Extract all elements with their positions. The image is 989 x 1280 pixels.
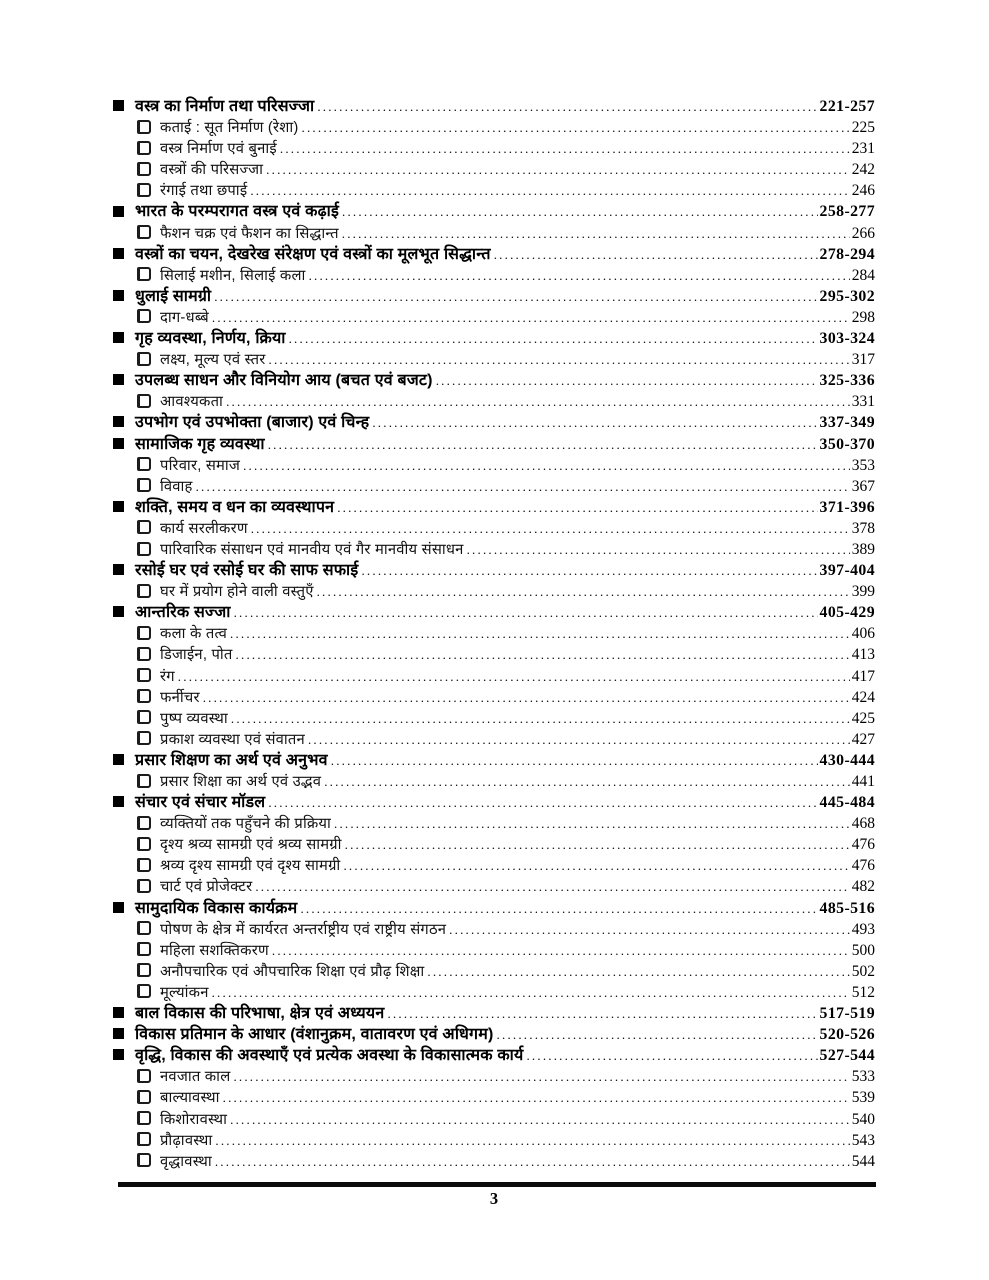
toc-entry-title: कला के तत्व (160, 626, 227, 643)
toc-entry-title: पोषण के क्षेत्र में कार्यरत अन्तर्राष्ट्रीय एवं राष्ट्रीय संगठन (160, 921, 447, 938)
toc-entry-pages: 406 (851, 625, 875, 643)
toc-entry (113, 813, 875, 834)
toc-entry-pages: 482 (851, 878, 875, 896)
dot-leader (272, 940, 850, 961)
toc-entry-pages: 544 (851, 1152, 875, 1170)
open-square-bullet-icon (137, 626, 151, 640)
toc-entry-title: वृद्धि, विकास की अवस्थाएँ एवं प्रत्येक अवस्था के विकासात्मक कार्य (135, 1047, 524, 1065)
dot-leader (343, 855, 849, 876)
toc-entry-pages: 441 (851, 773, 875, 790)
open-square-bullet-icon (137, 352, 151, 366)
toc-entry-pages: 221-257 (819, 98, 875, 115)
dot-leader (230, 1109, 850, 1130)
dot-leader (289, 328, 818, 349)
dot-leader (280, 138, 850, 159)
toc-entry-title: वस्त्र निर्माण एवं बुनाई (160, 141, 277, 158)
dot-leader (255, 876, 849, 897)
toc-entry-title: फैशन चक्र एवं फैशन का सिद्धान्त (160, 225, 339, 242)
dot-leader (223, 1087, 850, 1108)
dot-leader (337, 497, 817, 518)
filled-square-bullet-icon (113, 1028, 124, 1039)
toc-entry-pages: 350-370 (819, 435, 875, 453)
filled-square-bullet-icon (113, 374, 124, 385)
page-number: 3 (489, 1189, 499, 1208)
toc-entry (113, 434, 875, 455)
open-square-bullet-icon (137, 963, 151, 977)
toc-entry-title: पारिवारिक संसाधन एवं मानवीय एवं गैर मानवीय संसाधन (160, 541, 464, 558)
toc-entry (113, 1109, 875, 1130)
toc-entry-title: उपभोग एवं उपभोक्ता (बाजार) एवं चिन्ह (135, 414, 370, 432)
toc-entry (113, 792, 875, 813)
toc-entry (113, 982, 875, 1003)
toc-entry-title: विकास प्रतिमान के आधार (वंशानुक्रम, वातावरण एवं अधिगम) (135, 1026, 494, 1044)
toc-entry (113, 623, 875, 644)
footer-rule (118, 1182, 876, 1187)
open-square-bullet-icon (137, 668, 151, 682)
toc-entry-pages: 246 (851, 182, 875, 200)
open-square-bullet-icon (137, 225, 151, 239)
dot-leader (178, 666, 850, 687)
toc-entry (113, 940, 875, 961)
toc-entry-pages: 298 (851, 308, 875, 326)
toc-entry (113, 96, 875, 117)
toc-entry-pages: 317 (851, 351, 875, 369)
toc-entry-title: घर में प्रयोग होने वाली वस्तुएँ (160, 584, 314, 601)
toc-entry-title: वस्त्रों का चयन, देखरेख संरेक्षण एवं वस्त्रों का मूलभूत सिद्धान्त (135, 245, 491, 263)
toc-entry-title: सामाजिक गृह व्यवस्था (135, 435, 265, 453)
toc-entry (113, 1130, 875, 1151)
toc-entry-pages: 533 (851, 1068, 875, 1086)
open-square-bullet-icon (137, 1090, 151, 1104)
toc-entry (113, 666, 875, 687)
toc-entry (113, 1045, 875, 1066)
toc-entry (113, 286, 875, 307)
toc-entry (113, 244, 875, 265)
table-of-contents (113, 96, 875, 1172)
toc-entry (113, 898, 875, 919)
toc-entry-title: फर्नीचर (160, 689, 200, 706)
toc-entry (113, 876, 875, 897)
toc-entry-pages: 242 (851, 161, 875, 179)
toc-entry (113, 1151, 875, 1172)
open-square-bullet-icon (137, 921, 151, 935)
toc-entry-title: शक्ति, समय व धन का व्यवस्थापन (135, 498, 335, 516)
toc-entry-pages: 500 (851, 941, 875, 959)
toc-entry-title: सामुदायिक विकास कार्यक्रम (135, 899, 298, 917)
toc-entry-title: संचार एवं संचार मॉडल (135, 794, 266, 812)
dot-leader (233, 1066, 849, 1087)
toc-entry (113, 708, 875, 729)
toc-entry-title: श्रव्य दृश्य सामग्री एवं दृश्य सामग्री (160, 858, 341, 875)
toc-entry-pages: 258-277 (819, 203, 875, 221)
toc-entry (113, 750, 875, 771)
open-square-bullet-icon (137, 457, 151, 471)
toc-entry-pages: 512 (851, 983, 875, 1001)
filled-square-bullet-icon (113, 1007, 124, 1018)
toc-entry-pages: 517-519 (819, 1005, 875, 1023)
toc-entry-pages: 417 (851, 667, 875, 685)
toc-entry-pages: 337-349 (819, 414, 875, 432)
toc-entry-pages: 476 (851, 836, 875, 854)
toc-entry (113, 476, 875, 497)
open-square-bullet-icon (137, 816, 151, 830)
toc-entry-pages: 303-324 (819, 330, 875, 348)
dot-leader (212, 307, 850, 328)
filled-square-bullet-icon (113, 501, 124, 512)
toc-entry (113, 1024, 875, 1045)
dot-leader (372, 412, 817, 433)
toc-entry-title: विवाह (160, 478, 193, 495)
toc-entry-title: वृद्धावस्था (160, 1153, 212, 1170)
dot-leader (269, 349, 850, 370)
open-square-bullet-icon (137, 1153, 151, 1167)
toc-entry (113, 180, 875, 201)
toc-entry-title: आन्तरिक सज्जा (135, 604, 231, 622)
dot-leader (243, 455, 850, 476)
toc-entry-pages: 367 (851, 477, 875, 495)
toc-entry (113, 201, 875, 222)
dot-leader (250, 180, 849, 201)
toc-entry-title: भारत के परम्परागत वस्त्र एवं कढ़ाई (135, 203, 340, 221)
toc-entry-title: नवजात काल (160, 1069, 231, 1086)
toc-entry-pages: 493 (851, 920, 875, 938)
dot-leader (302, 117, 850, 138)
toc-entry-title: बाल विकास की परिभाषा, क्षेत्र एवं अध्ययन (135, 1005, 385, 1023)
filled-square-bullet-icon (113, 754, 124, 765)
toc-entry (113, 1003, 875, 1024)
dot-leader (214, 286, 817, 307)
open-square-bullet-icon (137, 394, 151, 408)
toc-entry-title: दाग-धब्बे (160, 309, 209, 326)
toc-entry-title: प्रसार शिक्षा का अर्थ एवं उद्भव (160, 774, 322, 790)
filled-square-bullet-icon (113, 416, 124, 427)
toc-entry (113, 581, 875, 602)
dot-leader (324, 771, 850, 792)
open-square-bullet-icon (137, 141, 151, 155)
dot-leader (331, 750, 818, 771)
toc-entry (113, 497, 875, 518)
toc-entry-title: आवश्यकता (160, 394, 224, 411)
filled-square-bullet-icon (113, 796, 124, 807)
toc-entry (113, 370, 875, 391)
dot-leader (342, 201, 818, 222)
open-square-bullet-icon (137, 1069, 151, 1083)
toc-entry-title: डिजाईन, पोत (160, 647, 233, 664)
filled-square-bullet-icon (113, 100, 124, 111)
toc-entry-title: गृह व्यवस्था, निर्णय, क्रिया (135, 330, 286, 348)
dot-leader (251, 518, 850, 539)
toc-entry-title: बाल्यावस्था (160, 1090, 220, 1107)
dot-leader (266, 159, 850, 180)
toc-entry (113, 687, 875, 708)
toc-entry-title: कार्य सरलीकरण (160, 520, 248, 537)
toc-entry-title: प्रकाश व्यवस्था एवं संवातन (160, 731, 305, 748)
toc-entry-pages: 520-526 (819, 1026, 875, 1044)
open-square-bullet-icon (137, 542, 151, 556)
toc-entry-title: वस्त्र का निर्माण तथा परिसज्जा (135, 98, 315, 115)
dot-leader (342, 223, 850, 244)
open-square-bullet-icon (137, 647, 151, 661)
toc-entry-pages: 430-444 (819, 751, 875, 769)
toc-entry (113, 539, 875, 560)
toc-entry (113, 602, 875, 623)
dot-leader (334, 813, 850, 834)
toc-entry (113, 834, 875, 855)
filled-square-bullet-icon (113, 206, 124, 217)
toc-entry-pages: 540 (851, 1110, 875, 1128)
open-square-bullet-icon (137, 183, 151, 197)
filled-square-bullet-icon (113, 1049, 124, 1060)
open-square-bullet-icon (137, 478, 151, 492)
toc-entry (113, 391, 875, 412)
open-square-bullet-icon (137, 731, 151, 745)
open-square-bullet-icon (137, 1132, 151, 1146)
toc-entry-pages: 225 (851, 119, 875, 137)
open-square-bullet-icon (137, 520, 151, 534)
toc-entry-title: रंग (160, 668, 175, 685)
toc-entry-pages: 295-302 (819, 287, 875, 305)
filled-square-bullet-icon (113, 438, 124, 449)
open-square-bullet-icon (137, 774, 151, 788)
toc-entry-pages: 405-429 (819, 604, 875, 622)
open-square-bullet-icon (137, 120, 151, 134)
dot-leader (449, 919, 850, 940)
dot-leader (268, 792, 817, 813)
dot-leader (467, 539, 850, 560)
open-square-bullet-icon (137, 309, 151, 323)
toc-entry-pages: 445-484 (819, 794, 875, 812)
toc-entry-pages: 266 (851, 224, 875, 242)
dot-leader (345, 834, 850, 855)
toc-entry-title: अनौपचारिक एवं औपचारिक शिक्षा एवं प्रौढ़ शिक्षा (160, 963, 425, 980)
open-square-bullet-icon (137, 858, 151, 872)
toc-entry-pages: 353 (851, 456, 875, 474)
toc-entry-title: प्रसार शिक्षण का अर्थ एवं अनुभव (135, 751, 328, 769)
toc-entry (113, 455, 875, 476)
dot-leader (427, 961, 849, 982)
dot-leader (268, 434, 818, 455)
dot-leader (436, 370, 818, 391)
toc-entry (113, 919, 875, 940)
toc-entry-pages: 325-336 (819, 372, 875, 390)
toc-entry-title: परिवार, समाज (160, 457, 241, 474)
toc-entry (113, 771, 875, 792)
dot-leader (526, 1045, 817, 1066)
toc-entry-pages: 424 (851, 688, 875, 706)
open-square-bullet-icon (137, 942, 151, 956)
dot-leader (361, 560, 817, 581)
open-square-bullet-icon (137, 584, 151, 598)
dot-leader (230, 623, 850, 644)
filled-square-bullet-icon (113, 606, 124, 617)
toc-entry-pages: 427 (851, 730, 875, 748)
toc-entry-pages: 284 (851, 266, 875, 284)
toc-entry-pages: 425 (851, 709, 875, 727)
dot-leader (236, 644, 850, 665)
toc-entry-title: लक्ष्य, मूल्य एवं स्तर (160, 352, 266, 369)
toc-entry-pages: 413 (851, 646, 875, 664)
open-square-bullet-icon (137, 689, 151, 703)
toc-entry (113, 349, 875, 370)
dot-leader (309, 265, 850, 286)
toc-entry-pages: 468 (851, 815, 875, 833)
open-square-bullet-icon (137, 879, 151, 893)
dot-leader (308, 729, 850, 750)
toc-entry (113, 138, 875, 159)
open-square-bullet-icon (137, 984, 151, 998)
toc-entry-title: सिलाई मशीन, सिलाई कला (160, 267, 306, 284)
toc-entry-pages: 476 (851, 857, 875, 875)
dot-leader (494, 244, 818, 265)
toc-entry (113, 265, 875, 286)
toc-entry-pages: 485-516 (819, 899, 875, 917)
dot-leader (231, 708, 850, 729)
open-square-bullet-icon (137, 837, 151, 851)
toc-entry-pages: 371-396 (819, 498, 875, 516)
toc-entry-pages: 378 (851, 519, 875, 537)
toc-entry-title: महिला सशक्तिकरण (160, 942, 269, 959)
toc-entry-title: मूल्यांकन (160, 984, 209, 1001)
toc-entry-pages: 399 (851, 583, 875, 601)
dot-leader (215, 1130, 849, 1151)
toc-entry-title: प्रौढ़ावस्था (160, 1132, 213, 1149)
toc-entry-pages: 527-544 (819, 1047, 875, 1065)
toc-entry-title: चार्ट एवं प्रोजेक्टर (160, 879, 253, 896)
dot-leader (317, 96, 817, 117)
toc-entry (113, 729, 875, 750)
filled-square-bullet-icon (113, 332, 124, 343)
open-square-bullet-icon (137, 162, 151, 176)
filled-square-bullet-icon (113, 290, 124, 301)
dot-leader (226, 391, 850, 412)
open-square-bullet-icon (137, 267, 151, 281)
dot-leader (215, 1151, 850, 1172)
dot-leader (387, 1003, 817, 1024)
toc-entry-pages: 502 (851, 962, 875, 980)
toc-entry (113, 117, 875, 138)
dot-leader (300, 898, 817, 919)
toc-entry-title: धुलाई सामग्री (135, 287, 212, 305)
toc-entry (113, 518, 875, 539)
toc-entry-title: किशोरावस्था (160, 1111, 228, 1128)
toc-entry (113, 644, 875, 665)
toc-entry-title: पुष्प व्यवस्था (160, 710, 228, 727)
open-square-bullet-icon (137, 1111, 151, 1125)
toc-entry (113, 328, 875, 349)
toc-entry (113, 159, 875, 180)
toc-entry-pages: 397-404 (819, 562, 875, 580)
toc-entry-title: व्यक्तियों तक पहुँचने की प्रक्रिया (160, 816, 331, 833)
filled-square-bullet-icon (113, 248, 124, 259)
toc-entry-title: कताई : सूत निर्माण (रेशा) (160, 120, 299, 137)
toc-entry-pages: 331 (851, 393, 875, 411)
toc-entry (113, 1066, 875, 1087)
toc-entry-title: उपलब्ध साधन और विनियोग आय (बचत एवं बजट) (135, 372, 433, 390)
filled-square-bullet-icon (113, 564, 124, 575)
filled-square-bullet-icon (113, 902, 124, 913)
toc-entry (113, 1087, 875, 1108)
toc-entry (113, 961, 875, 982)
dot-leader (203, 687, 850, 708)
dot-leader (234, 602, 818, 623)
dot-leader (497, 1024, 818, 1045)
dot-leader (212, 982, 850, 1003)
toc-entry-pages: 543 (851, 1131, 875, 1149)
toc-entry-title: रंगाई तथा छपाई (160, 183, 248, 200)
toc-entry (113, 412, 875, 433)
toc-entry-pages: 539 (851, 1089, 875, 1107)
toc-entry (113, 223, 875, 244)
toc-entry-pages: 278-294 (819, 245, 875, 263)
toc-entry-title: वस्त्रों की परिसज्जा (160, 162, 264, 179)
open-square-bullet-icon (137, 710, 151, 724)
toc-entry-title: रसोई घर एवं रसोई घर की साफ सफाई (135, 562, 359, 580)
toc-entry-title: दृश्य श्रव्य सामग्री एवं श्रव्य सामग्री (160, 837, 342, 854)
toc-entry-pages: 389 (851, 540, 875, 558)
toc-entry-pages: 231 (851, 140, 875, 158)
dot-leader (196, 476, 850, 497)
toc-entry (113, 307, 875, 328)
toc-entry (113, 560, 875, 581)
toc-entry (113, 855, 875, 876)
dot-leader (317, 581, 850, 602)
